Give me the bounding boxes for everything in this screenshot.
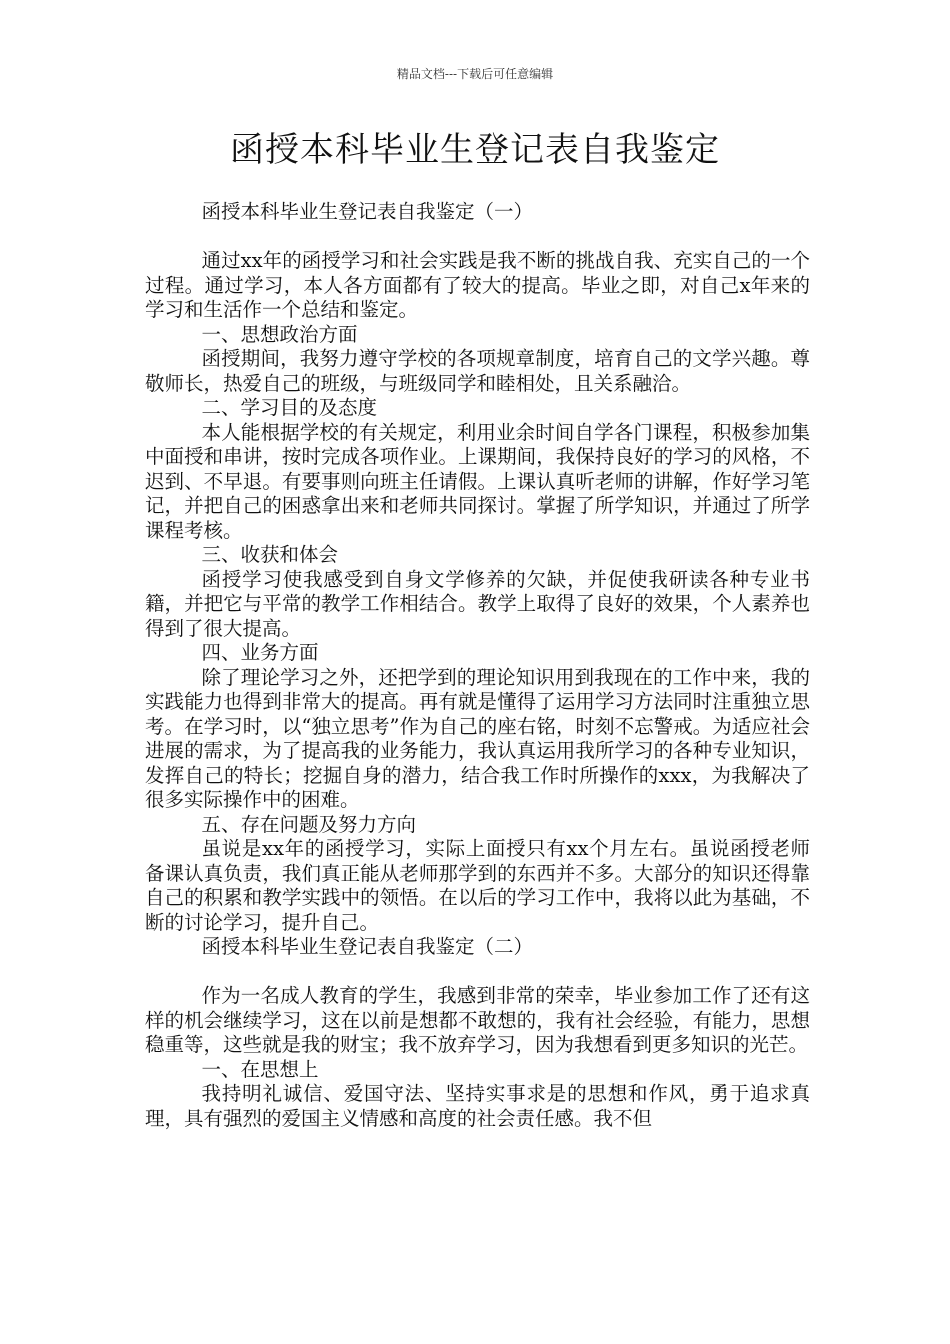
intro-paragraph-2: 作为一名成人教育的学生，我感到非常的荣幸，毕业参加工作了还有这样的机会继续学习，这在以前是想都不敢想的，我有社会经验，有能力，思想稳重等，这些就是我的财宝；我不放弃学习，因为我想看到更多知识的光芒。 — [145, 984, 810, 1056]
document-title: 函授本科毕业生登记表自我鉴定 — [230, 130, 720, 170]
paragraph-politics: 函授期间，我努力遵守学校的各项规章制度，培育自己的文学兴趣。尊敬师长，热爱自己的班级，与班级同学和睦相处，且关系融洽。 — [145, 347, 810, 395]
paragraph-gains: 函授学习使我感受到自身文学修养的欠缺，并促使我研读各种专业书籍，并把它与平常的教学工作相结合。教学上取得了良好的效果，个人素养也得到了很大提高。 — [145, 567, 810, 640]
heading-politics: 一、思想政治方面 — [201, 322, 358, 346]
heading-gains: 三、收获和体会 — [201, 543, 339, 566]
section-subtitle-1: 函授本科毕业生登记表自我鉴定（一） — [201, 200, 534, 223]
heading-business: 四、业务方面 — [201, 641, 319, 664]
document-body — [145, 200, 810, 1131]
heading-problems: 五、存在问题及努力方向 — [201, 812, 417, 836]
paragraph-business: 除了理论学习之外，还把学到的理论知识用到我现在的工作中来，我的实践能力也得到非常大的提高。再有就是懂得了运用学习方法同时注重独立思考。在学习时，以“独立思考”作为自己的座右铭，时刻不忘警戒。为适应社会进展的需求，为了提高我的业务能力，我认真运用我所学习的各种专业知识，发挥自己的特长；挖掘自身的潜力，结合我工作时所操作的xxx，为我解决了很多实际操作中的困难。 — [145, 665, 810, 811]
intro-paragraph-1: 通过xx年的函授学习和社会实践是我不断的挑战自我、充实自己的一个过程。通过学习，本人各方面都有了较大的提高。毕业之即，对自己x年来的学习和生活作一个总结和鉴定。 — [145, 249, 810, 321]
heading-thought: 一、在思想上 — [201, 1057, 319, 1081]
section-subtitle-2: 函授本科毕业生登记表自我鉴定（二） — [201, 935, 534, 958]
header-note: 精品文档---下载后可任意编辑 — [396, 67, 554, 81]
paragraph-study-attitude: 本人能根据学校的有关规定，利用业余时间自学各门课程，积极参加集中面授和串讲，按时完成各项作业。上课期间，我保持良好的学习的风格，不迟到、不早退。有要事则向班主任请假。上课认真听老师的讲解，作好学习笔记，并把自己的困惑拿出来和老师共同探讨。掌握了所学知识，并通过了所学课程考核。 — [145, 420, 810, 542]
paragraph-thought: 我持明礼诚信、爱国守法、坚持实事求是的思想和作风，勇于追求真理，具有强烈的爱国主义情感和高度的社会责任感。我不但 — [145, 1082, 810, 1130]
paragraph-problems: 虽说是xx年的函授学习，实际上面授只有xx个月左右。虽说函授老师备课认真负责，我们真正能从老师那学到的东西并不多。大部分的知识还得靠自己的积累和教学实践中的领悟。在以后的学习工作中，我将以此为基础，不断的讨论学习，提升自己。 — [145, 837, 810, 934]
heading-study-attitude: 二、学习目的及态度 — [201, 396, 378, 419]
